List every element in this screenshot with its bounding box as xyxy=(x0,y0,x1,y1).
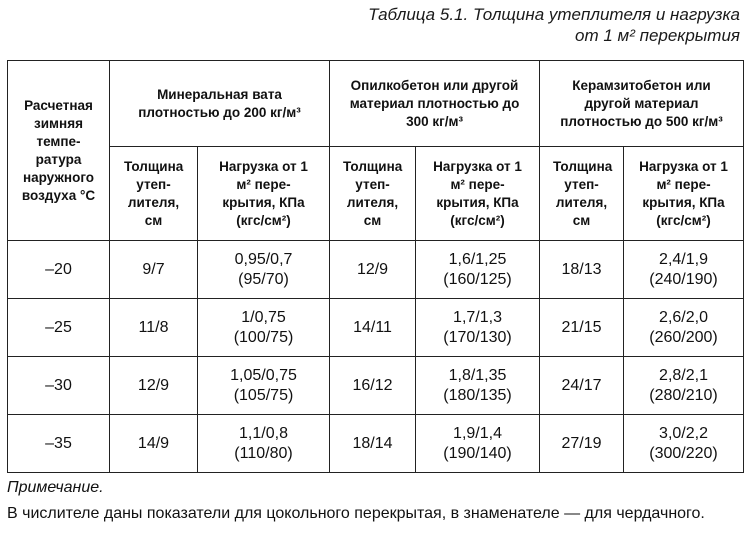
load-kpa: 1,8/1,35 xyxy=(448,366,507,384)
cell-thickness: 14/11 xyxy=(330,299,416,357)
load-kgs: (300/220) xyxy=(649,444,718,462)
cell-load xyxy=(624,415,744,473)
cell-load xyxy=(624,299,744,357)
col-header-load: Нагрузка от 1 м² пере-крытия, КПа (кгс/см²) xyxy=(416,147,540,241)
cell-thickness: 12/9 xyxy=(330,241,416,299)
cell-thickness: 16/12 xyxy=(330,357,416,415)
load-kgs: (180/135) xyxy=(443,386,512,404)
cell-temperature: –20 xyxy=(8,241,110,299)
load-kgs: (100/75) xyxy=(233,328,294,346)
group-header-mineral-wool: Минеральная вата плотностью до 200 кг/м³ xyxy=(110,61,330,147)
load-kgs: (260/200) xyxy=(649,328,718,346)
col-header-thickness: Толщина утеп-лителя, см xyxy=(110,147,198,241)
cell-temperature: –30 xyxy=(8,357,110,415)
load-kpa: 3,0/2,2 xyxy=(659,424,708,442)
load-kgs: (170/130) xyxy=(443,328,512,346)
data-table xyxy=(7,60,744,473)
load-kpa: 0,95/0,7 xyxy=(234,250,293,268)
note-title: Примечание. xyxy=(7,479,104,496)
cell-thickness: 11/8 xyxy=(110,299,198,357)
load-kpa: 2,8/2,1 xyxy=(659,366,708,384)
cell-load xyxy=(198,415,330,473)
load-kgs: (240/190) xyxy=(649,270,718,288)
load-kpa: 1,9/1,4 xyxy=(453,424,502,442)
col-header-load: Нагрузка от 1 м² пере-крытия, КПа (кгс/см²) xyxy=(198,147,330,241)
cell-thickness: 21/15 xyxy=(540,299,624,357)
cell-load xyxy=(198,241,330,299)
cell-load xyxy=(416,357,540,415)
cell-load xyxy=(624,241,744,299)
cell-thickness: 18/13 xyxy=(540,241,624,299)
group-header-expanded-clay-concrete: Керамзитобетон или другой материал плотностью до 500 кг/м³ xyxy=(540,61,744,147)
cell-load xyxy=(416,241,540,299)
load-kgs: (95/70) xyxy=(238,270,289,288)
note-text: В числителе даны показатели для цокольного перекрытая, в знаменателе — для чердачного. xyxy=(7,505,705,522)
cell-load xyxy=(416,299,540,357)
header-row-columns xyxy=(8,147,744,241)
load-kgs: (110/80) xyxy=(234,444,293,462)
table-row xyxy=(8,415,744,473)
col-header-thickness: Толщина утеп-лителя, см xyxy=(330,147,416,241)
cell-thickness: 24/17 xyxy=(540,357,624,415)
cell-temperature: –25 xyxy=(8,299,110,357)
cell-thickness: 14/9 xyxy=(110,415,198,473)
col-header-thickness: Толщина утеп-лителя, см xyxy=(540,147,624,241)
cell-load xyxy=(416,415,540,473)
load-kpa: 1/0,75 xyxy=(241,308,286,326)
table-row xyxy=(8,241,744,299)
col-header-load: Нагрузка от 1 м² пере-крытия, КПа (кгс/см²) xyxy=(624,147,744,241)
caption-line-2: от 1 м² перекрытия xyxy=(575,26,740,45)
load-kpa: 2,6/2,0 xyxy=(659,308,708,326)
caption-line-1: Таблица 5.1. Толщина утеплителя и нагрузка xyxy=(368,5,740,24)
table-row xyxy=(8,357,744,415)
cell-load xyxy=(198,357,330,415)
cell-load xyxy=(624,357,744,415)
load-kgs: (105/75) xyxy=(233,386,294,404)
load-kgs: (160/125) xyxy=(443,270,512,288)
stub-header: Расчетная зимняя темпе-ратура наружного воздуха °С xyxy=(8,61,110,241)
cell-load xyxy=(198,299,330,357)
load-kpa: 1,05/0,75 xyxy=(230,366,297,384)
header-row-groups xyxy=(8,61,744,147)
load-kpa: 1,1/0,8 xyxy=(239,424,288,442)
load-kgs: (280/210) xyxy=(649,386,718,404)
load-kpa: 1,6/1,25 xyxy=(448,250,507,268)
table-caption xyxy=(180,4,740,46)
cell-temperature: –35 xyxy=(8,415,110,473)
cell-thickness: 12/9 xyxy=(110,357,198,415)
group-header-sawdust-concrete: Опилкобетон или другой материал плотностью до 300 кг/м³ xyxy=(330,61,540,147)
load-kpa: 1,7/1,3 xyxy=(453,308,502,326)
cell-thickness: 9/7 xyxy=(110,241,198,299)
load-kgs: (190/140) xyxy=(443,444,512,462)
cell-thickness: 27/19 xyxy=(540,415,624,473)
cell-thickness: 18/14 xyxy=(330,415,416,473)
table-row xyxy=(8,299,744,357)
load-kpa: 2,4/1,9 xyxy=(659,250,708,268)
